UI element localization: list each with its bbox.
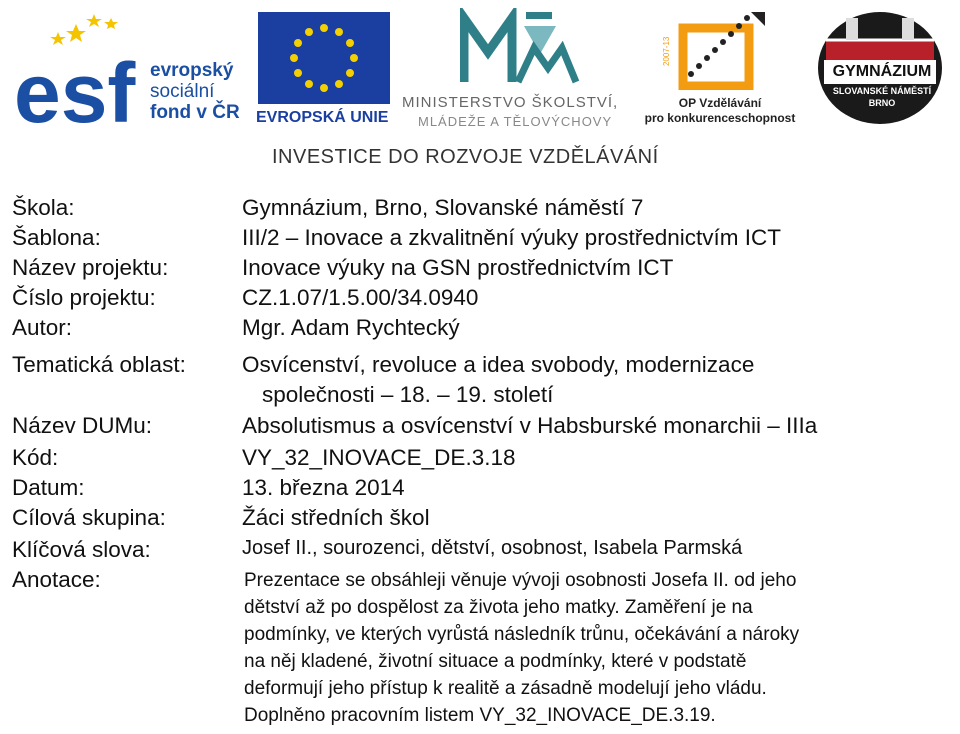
- op-name: [640, 96, 800, 126]
- label-datum: Datum:: [12, 475, 85, 500]
- value-datum: 13. března 2014: [242, 475, 405, 500]
- esf-logo-line: fond v ČR: [150, 102, 240, 123]
- value-nazev-dumu: Absolutismus a osvícenství v Habsburské monarchii – IIIa: [242, 413, 818, 438]
- anotace-line: deformují jeho přístup k realitě a zásadně modelují jeho vládu.: [244, 678, 767, 699]
- label-skola: Škola:: [12, 195, 75, 220]
- label-kod: Kód:: [12, 445, 59, 470]
- investment-banner: INVESTICE DO ROZVOJE VZDĚLÁVÁNÍ: [272, 146, 659, 168]
- anotace-line: dětství až po dospělost za života jeho matky. Zaměření je na: [244, 597, 753, 618]
- op-years: 2007-13: [662, 36, 671, 66]
- esf-logo-line: evropský: [150, 60, 234, 81]
- anotace-line: Doplněno pracovním listem VY_32_INOVACE_DE.3.19.: [244, 705, 716, 726]
- label-nazev-dumu: Název DUMu:: [12, 413, 153, 438]
- logo-strip: [0, 0, 960, 180]
- anotace-line: na něj kladené, životní situace a podmínky, které v podstatě: [244, 651, 747, 672]
- label-sablona: Šablona:: [12, 225, 101, 250]
- label-anotace: Anotace:: [12, 567, 101, 592]
- gymnazium-subtitle: BRNO: [868, 98, 896, 108]
- value-kod: VY_32_INOVACE_DE.3.18: [242, 445, 516, 470]
- label-cislo-projektu: Číslo projektu:: [12, 285, 156, 310]
- label-nazev-projektu: Název projektu:: [12, 255, 169, 280]
- msmt-logo: [400, 8, 640, 130]
- value-tematicka-oblast-cont: společnosti – 18. – 19. století: [262, 382, 554, 407]
- esf-logo-line: sociální: [150, 81, 215, 102]
- value-skola: Gymnázium, Brno, Slovanské náměstí 7: [242, 195, 644, 220]
- label-klicova-slova: Klíčová slova:: [12, 537, 151, 562]
- msmt-logo-graphic: [460, 8, 580, 86]
- value-klicova-slova: Josef II., sourozenci, dětství, osobnost, Isabela Parmská: [242, 537, 743, 559]
- document-info: [0, 185, 960, 734]
- op-name-line: OP Vzdělávání: [678, 96, 762, 110]
- eu-label: EVROPSKÁ UNIE: [256, 109, 389, 126]
- value-cislo-projektu: CZ.1.07/1.5.00/34.0940: [242, 285, 479, 310]
- label-cilova-skupina: Cílová skupina:: [12, 505, 166, 530]
- op-logo: [640, 10, 800, 132]
- op-logo-graphic: [665, 10, 775, 90]
- eu-flag-icon: [258, 12, 390, 104]
- op-name-line: pro konkurenceschopnost: [644, 111, 796, 125]
- value-autor: Mgr. Adam Rychtecký: [242, 315, 460, 340]
- esf-logo: [14, 10, 246, 128]
- anotace-line: Prezentace se obsáhleji věnuje vývoji osobnosti Josefa II. od jeho: [244, 570, 797, 591]
- value-cilova-skupina: Žáci středních škol: [242, 505, 430, 530]
- anotace-line: podmínky, ve kterých vyrůstá následník trůnu, očekávání a nároky: [244, 624, 800, 645]
- eu-logo: [256, 12, 394, 130]
- msmt-name: MINISTERSTVO ŠKOLSTVÍ,: [402, 94, 619, 111]
- label-autor: Autor:: [12, 315, 73, 340]
- esf-logo-graphic: [14, 10, 154, 128]
- msmt-name: MLÁDEŽE A TĚLOVÝCHOVY: [418, 114, 613, 129]
- label-tematicka-oblast: Tematická oblast:: [12, 352, 186, 377]
- value-sablona: III/2 – Inovace a zkvalitnění výuky prostřednictvím ICT: [242, 225, 781, 250]
- value-tematicka-oblast: Osvícenství, revoluce a idea svobody, modernizace: [242, 352, 755, 377]
- gymnazium-name: GYMNÁZIUM: [832, 63, 932, 80]
- gymnazium-logo: [814, 10, 948, 128]
- svg-text:esf: esf: [14, 46, 136, 128]
- value-nazev-projektu: Inovace výuky na GSN prostřednictvím ICT: [242, 255, 674, 280]
- gymnazium-subtitle: SLOVANSKÉ NÁMĚSTÍ: [832, 86, 932, 96]
